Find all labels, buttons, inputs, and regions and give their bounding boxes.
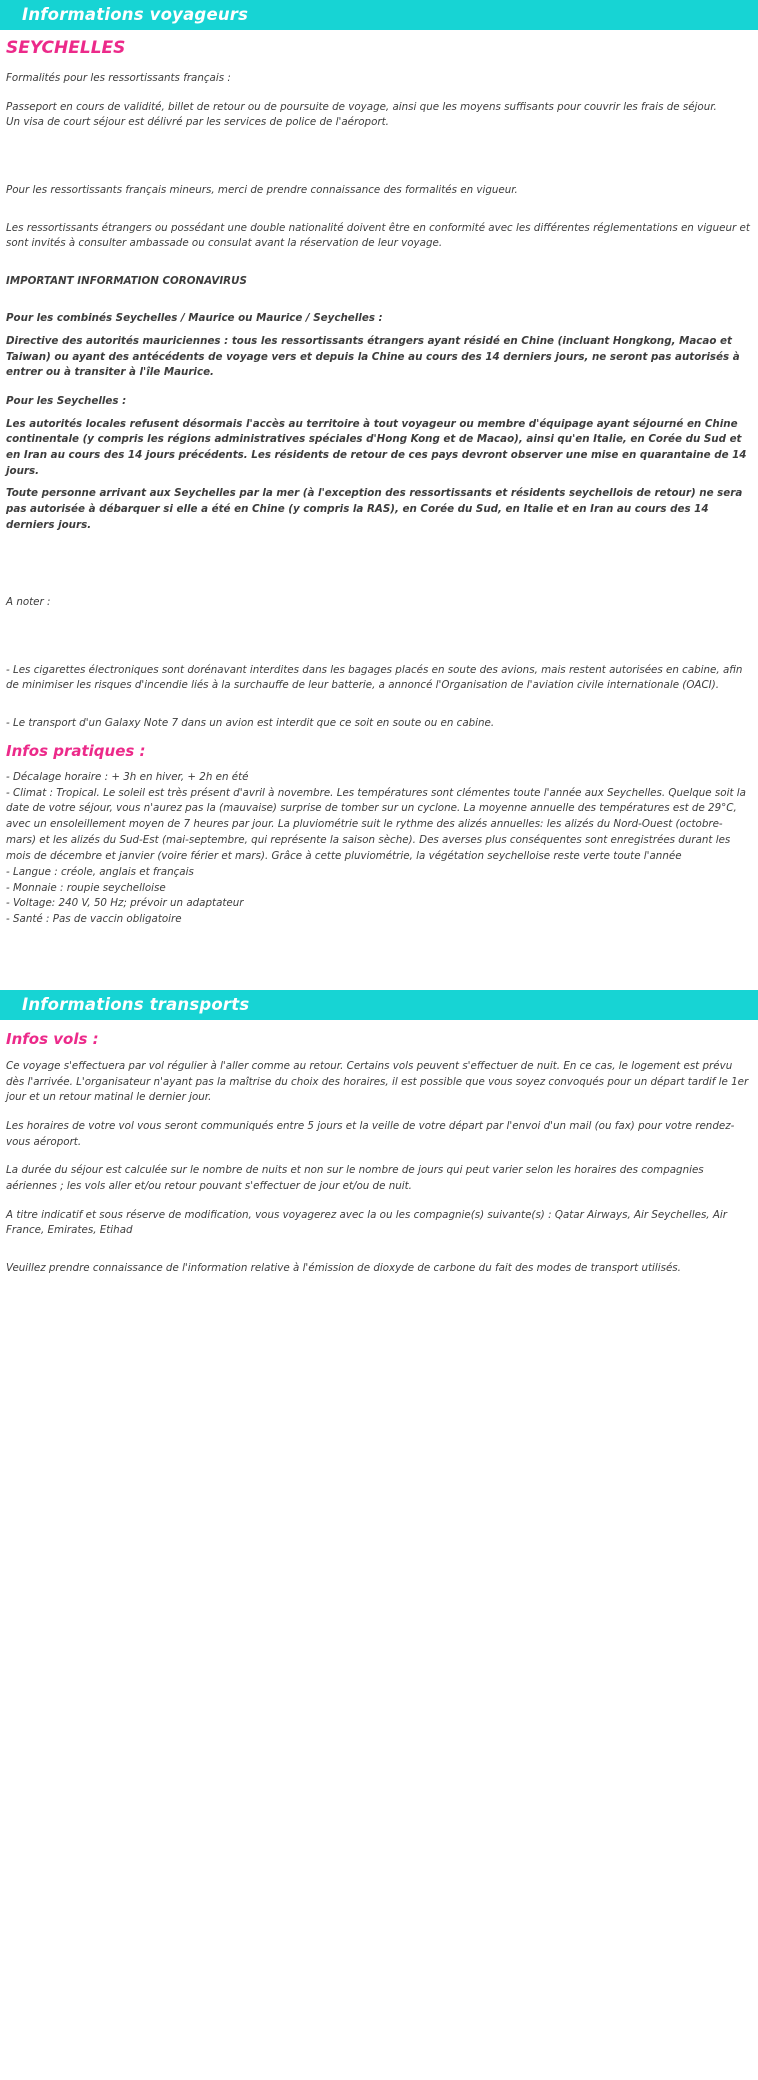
formalites-passeport: Passeport en cours de validité, billet de retour ou de poursuite de voyage, ainsi que les moyens suffisants pour couvrir les frais de séjour.	[6, 100, 717, 113]
destination-title: SEYCHELLES	[6, 38, 126, 58]
formalites-mineurs: Pour les ressortissants français mineurs, merci de prendre connaissance des formalités en vigueur.	[6, 183, 518, 196]
note-galaxy-note: - Le transport d'un Galaxy Note 7 dans un avion est interdit que ce soit en soute ou en cabine.	[6, 717, 495, 730]
pratique-climat: - Climat : Tropical. Le soleil est très présent d'avril à novembre. Les températures sont clémentes toute l'année aux Seychelles. Quelque soit la date de votre séjour, vous n'aurez pas la (mauvaise) surprise de tomber sur un cyclone. La moyenne annuelle des températures est de 29°C, avec un ensoleillement moyen de 7 heures par jour. La pluviométrie suit le rythme des alizés annuelles: les alizés du Nord-Ouest (octobre-mars) et les alizés du Sud-Est (mai-septembre, qui représente la saison sèche). Des averses plus conséquentes sont enregistrées durant les mois de décembre et janvier (voire férier et mars). Grâce à cette pluviométrie, la végétation seychelloise reste verte toute l'année	[6, 786, 746, 862]
vols-co2: Veuillez prendre connaissance de l'information relative à l'émission de dioxyde de carbone du fait des modes de transport utilisés.	[6, 1261, 681, 1274]
section-body-voyageurs	[0, 38, 758, 928]
seychelles-heading: Pour les Seychelles :	[6, 395, 127, 408]
section-header-transports: Informations transports	[0, 990, 758, 1020]
a-noter-heading: A noter :	[6, 596, 51, 609]
note-cigarettes: - Les cigarettes électroniques sont dorénavant interdites dans les bagages placés en soute des avions, mais restent autorisées en cabine, afin de minimiser les risques d'incendie liés à la surchauffe de leur batterie, a annoncé l'Organisation de l'aviation civile internationale (OACI).	[6, 663, 743, 692]
infos-pratiques-title: Infos pratiques :	[6, 741, 146, 760]
vols-compagnies: A titre indicatif et sous réserve de modification, vous voyagerez avec la ou les compagnie(s) suivante(s) : Qatar Airways, Air Seychelles, Air France, Emirates, Etihad	[6, 1208, 727, 1237]
infos-vols-title: Infos vols :	[6, 1030, 99, 1049]
combines-heading: Pour les combinés Seychelles / Maurice ou Maurice / Seychelles :	[6, 312, 383, 325]
formalites-etrangers: Les ressortissants étrangers ou possédant une double nationalité doivent être en conformité avec les différentes réglementations en vigueur et sont invités à consulter ambassade ou consulat avant la réservation de leur voyage.	[6, 221, 750, 250]
pratique-monnaie: - Monnaie : roupie seychelloise	[6, 881, 166, 894]
directive-mauricienne: Directive des autorités mauriciennes : tous les ressortissants étrangers ayant résidé en Chine (incluant Hongkong, Macao et Taiwan) ou ayant des antécédents de voyage vers et depuis la Chine au cours des 14 derniers jours, ne seront pas autorisés à entrer ou à transiter à l'île Maurice.	[6, 335, 740, 379]
seychelles-maritime: Toute personne arrivant aux Seychelles par la mer (à l'exception des ressortissants et résidents seychellois de retour) ne sera pas autorisée à débarquer si elle a été en Chine (y compris la RAS), en Corée du Sud, en Italie et en Iran au cours des 14 derniers jours.	[6, 487, 743, 531]
vols-duree-sejour: La durée du séjour est calculée sur le nombre de nuits et non sur le nombre de jours qui peut varier selon les horaires des compagnies aériennes ; les vols aller et/ou retour pouvant s'effectuer de jour et/ou de nuit.	[6, 1164, 704, 1193]
formalites-visa: Un visa de court séjour est délivré par les services de police de l'aéroport.	[6, 116, 389, 129]
pratique-decalage: - Décalage horaire : + 3h en hiver, + 2h en été	[6, 770, 249, 783]
coronavirus-heading: IMPORTANT INFORMATION CORONAVIRUS	[6, 274, 247, 287]
vols-regulier: Ce voyage s'effectuera par vol régulier à l'aller comme au retour. Certains vols peuvent s'effectuer de nuit. En ce cas, le logement est prévu dès l'arrivée. L'organisateur n'ayant pas la maîtrise du choix des horaires, il est possible que vous soyez convoqués pour un départ tardif le 1er jour et un retour matinal le dernier jour.	[6, 1060, 749, 1104]
pratique-langue: - Langue : créole, anglais et français	[6, 865, 194, 878]
formalites-intro: Formalités pour les ressortissants français :	[6, 72, 231, 84]
pratique-voltage: - Voltage: 240 V, 50 Hz; prévoir un adaptateur	[6, 897, 244, 910]
seychelles-restrictions: Les autorités locales refusent désormais l'accès au territoire à tout voyageur ou membre d'équipage ayant séjourné en Chine continentale (y compris les régions administratives spéciales d'Hong Kong et de Macao), ainsi qu'en Italie, en Corée du Sud et en Iran au cours des 14 jours précédents. Les résidents de retour de ces pays devront observer une mise en quarantaine de 14 jours.	[6, 417, 747, 477]
pratique-sante: - Santé : Pas de vaccin obligatoire	[6, 913, 182, 926]
vols-horaires: Les horaires de votre vol vous seront communiqués entre 5 jours et la veille de votre départ par l'envoi d'un mail (ou fax) pour votre rendez-vous aéroport.	[6, 1120, 735, 1148]
section-body-transports	[0, 1030, 758, 1276]
section-header-voyageurs: Informations voyageurs	[0, 0, 758, 30]
